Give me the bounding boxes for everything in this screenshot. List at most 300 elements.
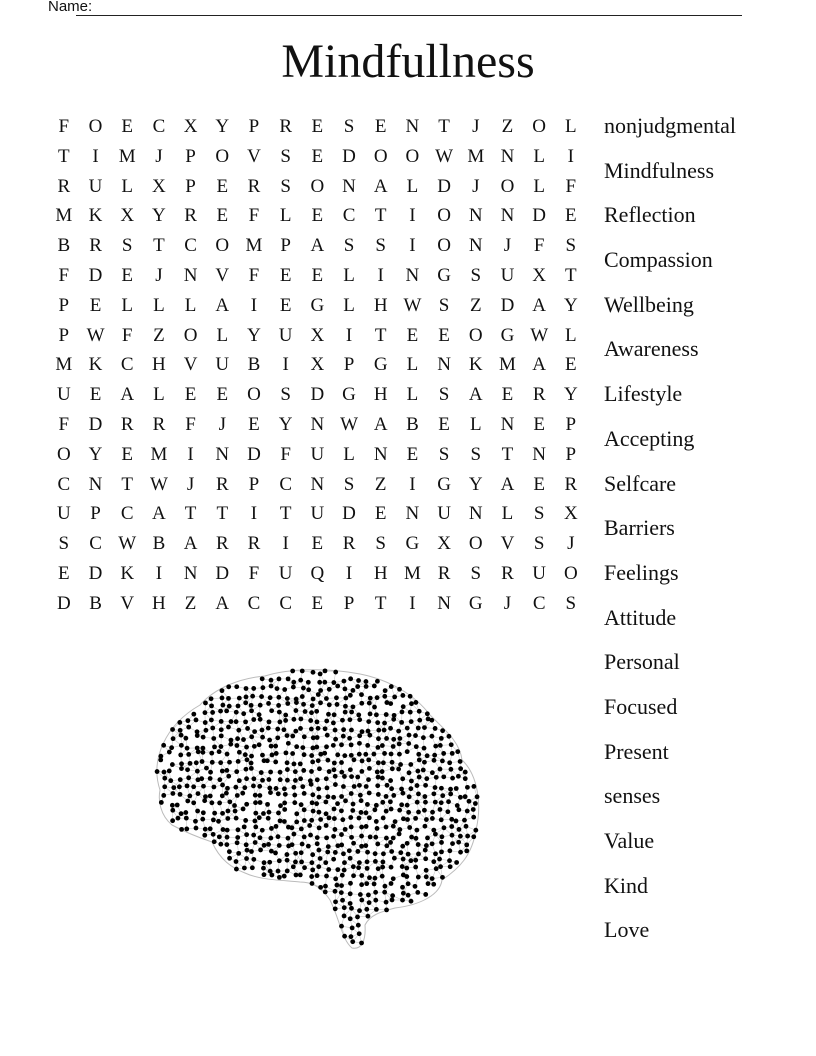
- grid-letter[interactable]: D: [310, 384, 325, 406]
- grid-letter[interactable]: F: [185, 413, 196, 435]
- grid-letter[interactable]: E: [121, 443, 134, 465]
- grid-letter[interactable]: L: [343, 264, 355, 286]
- grid-letter[interactable]: M: [55, 205, 73, 227]
- grid-letter[interactable]: X: [532, 264, 547, 286]
- grid-letter[interactable]: N: [500, 205, 515, 227]
- grid-letter[interactable]: U: [437, 503, 451, 525]
- grid-letter[interactable]: G: [310, 294, 325, 316]
- grid-letter[interactable]: X: [152, 175, 166, 197]
- grid-letter[interactable]: M: [150, 443, 168, 465]
- grid-letter[interactable]: I: [409, 592, 416, 614]
- grid-letter[interactable]: B: [89, 592, 102, 614]
- grid-letter[interactable]: F: [248, 205, 260, 227]
- grid-letter[interactable]: S: [470, 264, 482, 286]
- grid-letter[interactable]: E: [121, 116, 134, 137]
- grid-letter[interactable]: C: [152, 116, 166, 137]
- grid-letter[interactable]: E: [121, 264, 134, 286]
- grid-letter[interactable]: W: [530, 324, 549, 346]
- grid-letter[interactable]: L: [406, 354, 419, 376]
- grid-letter[interactable]: S: [375, 533, 386, 555]
- grid-letter[interactable]: O: [437, 235, 451, 257]
- grid-letter[interactable]: R: [215, 473, 229, 495]
- grid-letter[interactable]: F: [533, 235, 545, 257]
- grid-letter[interactable]: J: [503, 235, 512, 257]
- grid-letter[interactable]: C: [184, 235, 197, 257]
- grid-letter[interactable]: J: [155, 145, 163, 167]
- grid-letter[interactable]: E: [279, 294, 292, 316]
- grid-letter[interactable]: O: [563, 562, 578, 584]
- grid-letter[interactable]: A: [532, 294, 547, 316]
- grid-letter[interactable]: Y: [152, 205, 166, 227]
- grid-letter[interactable]: L: [121, 175, 134, 197]
- grid-letter[interactable]: Z: [153, 324, 165, 346]
- grid-letter[interactable]: A: [468, 384, 483, 406]
- grid-letter[interactable]: Y: [563, 384, 578, 406]
- grid-letter[interactable]: E: [533, 473, 545, 495]
- grid-letter[interactable]: R: [279, 116, 292, 137]
- grid-letter[interactable]: L: [406, 384, 419, 406]
- grid-letter[interactable]: E: [89, 384, 102, 406]
- grid-letter[interactable]: T: [501, 443, 514, 465]
- grid-letter[interactable]: B: [406, 413, 419, 435]
- grid-letter[interactable]: O: [373, 145, 388, 167]
- grid-letter[interactable]: N: [183, 562, 198, 584]
- grid-letter[interactable]: S: [343, 116, 355, 137]
- grid-letter[interactable]: M: [55, 354, 73, 376]
- grid-letter[interactable]: E: [311, 116, 324, 137]
- grid-letter[interactable]: G: [468, 592, 483, 614]
- grid-letter[interactable]: L: [533, 175, 545, 197]
- grid-letter[interactable]: X: [437, 533, 451, 555]
- grid-letter[interactable]: I: [409, 205, 416, 227]
- grid-letter[interactable]: S: [121, 235, 133, 257]
- grid-letter[interactable]: L: [565, 116, 577, 137]
- grid-letter[interactable]: D: [342, 503, 356, 525]
- grid-letter[interactable]: L: [565, 324, 577, 346]
- grid-letter[interactable]: T: [153, 235, 165, 257]
- grid-letter[interactable]: S: [375, 235, 386, 257]
- grid-letter[interactable]: I: [409, 473, 416, 495]
- grid-letter[interactable]: N: [310, 473, 325, 495]
- grid-letter[interactable]: Q: [310, 562, 325, 584]
- grid-letter[interactable]: S: [58, 533, 70, 555]
- grid-letter[interactable]: L: [153, 294, 165, 316]
- grid-letter[interactable]: E: [279, 264, 292, 286]
- grid-letter[interactable]: E: [501, 384, 514, 406]
- grid-letter[interactable]: E: [311, 205, 324, 227]
- grid-letter[interactable]: E: [374, 503, 387, 525]
- grid-letter[interactable]: U: [310, 443, 325, 465]
- grid-letter[interactable]: N: [88, 473, 103, 495]
- grid-letter[interactable]: Y: [215, 116, 230, 137]
- grid-letter[interactable]: R: [184, 205, 197, 227]
- grid-letter[interactable]: D: [88, 413, 103, 435]
- grid-letter[interactable]: P: [565, 413, 577, 435]
- grid-letter[interactable]: E: [311, 533, 324, 555]
- grid-letter[interactable]: W: [118, 533, 137, 555]
- grid-letter[interactable]: S: [280, 145, 291, 167]
- grid-letter[interactable]: T: [565, 264, 577, 286]
- grid-letter[interactable]: F: [121, 324, 133, 346]
- grid-letter[interactable]: I: [567, 145, 574, 167]
- grid-letter[interactable]: J: [472, 175, 480, 197]
- grid-letter[interactable]: G: [500, 324, 515, 346]
- grid-letter[interactable]: O: [183, 324, 198, 346]
- grid-letter[interactable]: N: [215, 443, 230, 465]
- grid-letter[interactable]: T: [374, 324, 387, 346]
- grid-letter[interactable]: P: [90, 503, 101, 525]
- grid-letter[interactable]: O: [215, 145, 230, 167]
- grid-letter[interactable]: D: [500, 294, 515, 316]
- grid-letter[interactable]: U: [278, 562, 293, 584]
- grid-letter[interactable]: F: [58, 116, 70, 137]
- grid-letter[interactable]: J: [186, 473, 195, 495]
- grid-letter[interactable]: R: [120, 413, 134, 435]
- grid-letter[interactable]: Z: [501, 116, 514, 137]
- grid-letter[interactable]: U: [56, 503, 71, 525]
- grid-letter[interactable]: U: [532, 562, 547, 584]
- grid-letter[interactable]: W: [340, 413, 358, 435]
- grid-letter[interactable]: N: [437, 354, 451, 376]
- grid-letter[interactable]: I: [409, 235, 416, 257]
- grid-letter[interactable]: E: [406, 443, 419, 465]
- grid-letter[interactable]: J: [503, 592, 512, 614]
- brain-dot: [349, 753, 354, 758]
- grid-letter[interactable]: L: [343, 443, 355, 465]
- grid-letter[interactable]: O: [500, 175, 515, 197]
- grid-letter[interactable]: C: [342, 205, 356, 227]
- grid-letter[interactable]: P: [185, 145, 196, 167]
- grid-letter[interactable]: B: [247, 354, 261, 376]
- grid-letter[interactable]: W: [435, 145, 454, 167]
- grid-letter[interactable]: O: [88, 116, 103, 137]
- grid-letter[interactable]: E: [311, 145, 324, 167]
- grid-letter[interactable]: O: [56, 443, 71, 465]
- grid-letter[interactable]: S: [343, 473, 355, 495]
- grid-letter[interactable]: T: [121, 473, 134, 495]
- grid-letter[interactable]: R: [247, 175, 261, 197]
- grid-letter[interactable]: D: [215, 562, 230, 584]
- grid-letter[interactable]: R: [437, 562, 451, 584]
- grid-letter[interactable]: N: [342, 175, 356, 197]
- grid-letter[interactable]: U: [310, 503, 325, 525]
- grid-letter[interactable]: S: [343, 235, 355, 257]
- grid-letter[interactable]: P: [343, 592, 355, 614]
- grid-letter[interactable]: C: [89, 533, 102, 555]
- grid-letter[interactable]: I: [282, 533, 289, 555]
- grid-letter[interactable]: I: [250, 503, 258, 525]
- grid-letter[interactable]: D: [247, 443, 261, 465]
- grid-letter[interactable]: L: [279, 205, 292, 227]
- grid-letter[interactable]: Z: [374, 473, 387, 495]
- grid-letter[interactable]: H: [373, 384, 388, 406]
- grid-letter[interactable]: H: [373, 562, 388, 584]
- grid-letter[interactable]: S: [438, 384, 450, 406]
- grid-letter[interactable]: H: [152, 592, 166, 614]
- grid-letter[interactable]: O: [437, 205, 451, 227]
- grid-letter[interactable]: V: [500, 533, 515, 555]
- grid-letter[interactable]: E: [58, 562, 70, 584]
- grid-letter[interactable]: R: [152, 413, 166, 435]
- grid-letter[interactable]: A: [215, 592, 230, 614]
- grid-letter[interactable]: S: [438, 443, 450, 465]
- grid-letter[interactable]: F: [248, 562, 260, 584]
- grid-letter[interactable]: L: [406, 175, 419, 197]
- grid-letter[interactable]: W: [86, 324, 105, 346]
- grid-letter[interactable]: F: [280, 443, 291, 465]
- grid-letter[interactable]: Y: [88, 443, 103, 465]
- grid-letter[interactable]: L: [184, 294, 197, 316]
- grid-letter[interactable]: N: [405, 503, 420, 525]
- grid-letter[interactable]: N: [405, 116, 420, 137]
- grid-letter[interactable]: X: [183, 116, 198, 137]
- grid-letter[interactable]: L: [216, 324, 229, 346]
- grid-letter[interactable]: L: [469, 413, 482, 435]
- grid-letter[interactable]: D: [56, 592, 71, 614]
- grid-letter[interactable]: W: [403, 294, 422, 316]
- grid-letter[interactable]: L: [121, 294, 134, 316]
- grid-letter[interactable]: B: [152, 533, 166, 555]
- grid-letter[interactable]: E: [311, 592, 324, 614]
- grid-letter[interactable]: A: [215, 294, 230, 316]
- grid-letter[interactable]: T: [58, 145, 70, 167]
- grid-letter[interactable]: C: [247, 592, 261, 614]
- grid-letter[interactable]: I: [377, 264, 384, 286]
- brain-dot: [258, 800, 263, 805]
- grid-letter[interactable]: T: [374, 592, 387, 614]
- grid-letter[interactable]: Y: [247, 324, 261, 346]
- grid-letter[interactable]: I: [92, 145, 99, 167]
- grid-letter[interactable]: K: [88, 354, 103, 376]
- grid-letter[interactable]: O: [405, 145, 420, 167]
- grid-letter[interactable]: J: [155, 264, 163, 286]
- grid-letter[interactable]: R: [215, 533, 229, 555]
- grid-letter[interactable]: C: [57, 473, 71, 495]
- grid-letter[interactable]: A: [532, 354, 547, 376]
- grid-letter[interactable]: I: [345, 324, 353, 346]
- grid-letter[interactable]: U: [88, 175, 103, 197]
- brain-dot: [429, 718, 434, 723]
- grid-letter[interactable]: R: [342, 533, 356, 555]
- grid-letter[interactable]: L: [533, 145, 545, 167]
- grid-letter[interactable]: I: [250, 294, 258, 316]
- grid-letter[interactable]: R: [89, 235, 102, 257]
- grid-letter[interactable]: E: [311, 264, 324, 286]
- grid-letter[interactable]: G: [342, 384, 356, 406]
- grid-letter[interactable]: G: [405, 533, 420, 555]
- grid-letter[interactable]: M: [403, 562, 421, 584]
- grid-letter[interactable]: S: [565, 235, 577, 257]
- grid-letter[interactable]: E: [374, 116, 387, 137]
- grid-letter[interactable]: F: [248, 264, 260, 286]
- grid-letter[interactable]: E: [533, 413, 545, 435]
- grid-letter[interactable]: N: [437, 592, 451, 614]
- grid-letter[interactable]: R: [501, 562, 514, 584]
- grid-letter[interactable]: Y: [563, 294, 578, 316]
- grid-letter[interactable]: S: [533, 533, 545, 555]
- grid-letter[interactable]: P: [248, 473, 260, 495]
- grid-letter[interactable]: S: [438, 294, 450, 316]
- grid-letter[interactable]: S: [280, 384, 291, 406]
- grid-letter[interactable]: R: [532, 384, 546, 406]
- grid-letter[interactable]: A: [120, 384, 135, 406]
- grid-letter[interactable]: X: [563, 503, 578, 525]
- grid-letter[interactable]: O: [468, 324, 483, 346]
- grid-letter[interactable]: X: [120, 205, 135, 227]
- grid-letter[interactable]: M: [499, 354, 516, 376]
- grid-letter[interactable]: E: [184, 384, 197, 406]
- brain-dot: [331, 680, 336, 685]
- grid-letter[interactable]: J: [567, 533, 575, 555]
- grid-letter[interactable]: P: [58, 294, 70, 316]
- grid-letter[interactable]: F: [565, 175, 577, 197]
- grid-letter[interactable]: U: [215, 354, 230, 376]
- grid-letter[interactable]: E: [89, 294, 102, 316]
- grid-letter[interactable]: U: [56, 384, 71, 406]
- grid-letter[interactable]: R: [564, 473, 578, 495]
- grid-letter[interactable]: I: [187, 443, 194, 465]
- grid-letter[interactable]: N: [183, 264, 198, 286]
- grid-letter[interactable]: F: [58, 264, 70, 286]
- grid-letter[interactable]: M: [245, 235, 263, 257]
- grid-letter[interactable]: C: [279, 592, 292, 614]
- grid-letter[interactable]: K: [120, 562, 135, 584]
- grid-letter[interactable]: D: [532, 205, 547, 227]
- grid-letter[interactable]: E: [565, 205, 577, 227]
- grid-letter[interactable]: P: [565, 443, 577, 465]
- grid-letter[interactable]: I: [282, 354, 289, 376]
- grid-letter[interactable]: E: [216, 175, 229, 197]
- grid-letter[interactable]: N: [532, 443, 547, 465]
- grid-letter[interactable]: A: [500, 473, 515, 495]
- grid-letter[interactable]: N: [468, 205, 483, 227]
- grid-letter[interactable]: N: [468, 235, 483, 257]
- grid-letter[interactable]: B: [57, 235, 71, 257]
- grid-letter[interactable]: P: [248, 116, 260, 137]
- grid-letter[interactable]: D: [342, 145, 356, 167]
- grid-letter[interactable]: V: [247, 145, 261, 167]
- grid-letter[interactable]: N: [500, 145, 515, 167]
- grid-letter[interactable]: Z: [469, 294, 482, 316]
- grid-letter[interactable]: V: [215, 264, 230, 286]
- grid-letter[interactable]: K: [468, 354, 483, 376]
- grid-letter[interactable]: V: [183, 354, 198, 376]
- grid-letter[interactable]: A: [373, 175, 388, 197]
- grid-letter[interactable]: H: [152, 354, 166, 376]
- grid-letter[interactable]: F: [58, 413, 70, 435]
- grid-letter[interactable]: A: [183, 533, 198, 555]
- grid-letter[interactable]: W: [149, 473, 168, 495]
- grid-letter[interactable]: P: [343, 354, 355, 376]
- grid-letter[interactable]: N: [310, 413, 325, 435]
- grid-letter[interactable]: S: [280, 175, 291, 197]
- grid-letter[interactable]: M: [118, 145, 136, 167]
- grid-letter[interactable]: G: [437, 264, 451, 286]
- grid-letter[interactable]: E: [216, 384, 229, 406]
- grid-letter[interactable]: U: [500, 264, 515, 286]
- grid-letter[interactable]: N: [373, 443, 388, 465]
- grid-letter[interactable]: E: [248, 413, 260, 435]
- grid-letter[interactable]: E: [438, 324, 450, 346]
- brain-dot: [359, 882, 364, 887]
- grid-letter[interactable]: J: [218, 413, 226, 435]
- grid-letter[interactable]: D: [88, 562, 103, 584]
- grid-letter[interactable]: E: [216, 205, 229, 227]
- grid-letter[interactable]: S: [533, 503, 545, 525]
- grid-letter[interactable]: X: [310, 324, 325, 346]
- grid-letter[interactable]: U: [278, 324, 293, 346]
- grid-letter[interactable]: E: [406, 324, 419, 346]
- grid-letter[interactable]: L: [343, 294, 355, 316]
- grid-letter[interactable]: C: [120, 354, 134, 376]
- grid-letter[interactable]: Y: [278, 413, 293, 435]
- grid-letter[interactable]: S: [565, 592, 577, 614]
- grid-letter[interactable]: E: [438, 413, 450, 435]
- grid-letter[interactable]: T: [438, 116, 450, 137]
- grid-letter[interactable]: I: [155, 562, 163, 584]
- grid-letter[interactable]: S: [470, 443, 482, 465]
- grid-letter[interactable]: C: [120, 503, 134, 525]
- brain-dot: [310, 792, 315, 797]
- grid-letter[interactable]: N: [405, 264, 420, 286]
- grid-letter[interactable]: S: [470, 562, 482, 584]
- grid-letter[interactable]: O: [532, 116, 547, 137]
- grid-letter[interactable]: N: [500, 413, 515, 435]
- grid-letter[interactable]: Z: [184, 592, 197, 614]
- grid-letter[interactable]: V: [120, 592, 135, 614]
- grid-letter[interactable]: P: [58, 324, 70, 346]
- grid-letter[interactable]: N: [468, 503, 483, 525]
- grid-letter[interactable]: E: [565, 354, 577, 376]
- brain-dot: [219, 719, 224, 724]
- grid-letter[interactable]: P: [280, 235, 291, 257]
- grid-letter[interactable]: I: [345, 562, 353, 584]
- grid-letter[interactable]: D: [437, 175, 451, 197]
- grid-letter[interactable]: D: [88, 264, 103, 286]
- grid-letter[interactable]: O: [468, 533, 483, 555]
- grid-letter[interactable]: X: [310, 354, 325, 376]
- grid-letter[interactable]: K: [88, 205, 103, 227]
- grid-letter[interactable]: T: [216, 503, 229, 525]
- grid-letter[interactable]: T: [279, 503, 292, 525]
- grid-letter[interactable]: L: [153, 384, 165, 406]
- grid-letter[interactable]: A: [310, 235, 325, 257]
- brain-dot: [414, 744, 419, 749]
- grid-letter[interactable]: R: [247, 533, 261, 555]
- grid-letter[interactable]: O: [215, 235, 230, 257]
- grid-letter[interactable]: O: [247, 384, 261, 406]
- grid-letter[interactable]: C: [279, 473, 292, 495]
- brain-dot: [227, 760, 232, 765]
- grid-letter[interactable]: P: [185, 175, 196, 197]
- grid-letter[interactable]: L: [501, 503, 514, 525]
- grid-letter[interactable]: G: [437, 473, 451, 495]
- grid-letter[interactable]: H: [373, 294, 388, 316]
- grid-letter[interactable]: G: [373, 354, 388, 376]
- grid-letter[interactable]: C: [532, 592, 546, 614]
- grid-letter[interactable]: A: [373, 413, 388, 435]
- grid-letter[interactable]: Y: [468, 473, 483, 495]
- grid-letter[interactable]: T: [374, 205, 387, 227]
- grid-letter[interactable]: A: [152, 503, 166, 525]
- brain-dot: [203, 710, 208, 715]
- grid-letter[interactable]: J: [472, 116, 480, 137]
- brain-dot: [326, 712, 331, 717]
- grid-letter[interactable]: R: [57, 175, 71, 197]
- grid-letter[interactable]: O: [310, 175, 325, 197]
- grid-letter[interactable]: T: [184, 503, 197, 525]
- grid-letter[interactable]: M: [467, 145, 485, 167]
